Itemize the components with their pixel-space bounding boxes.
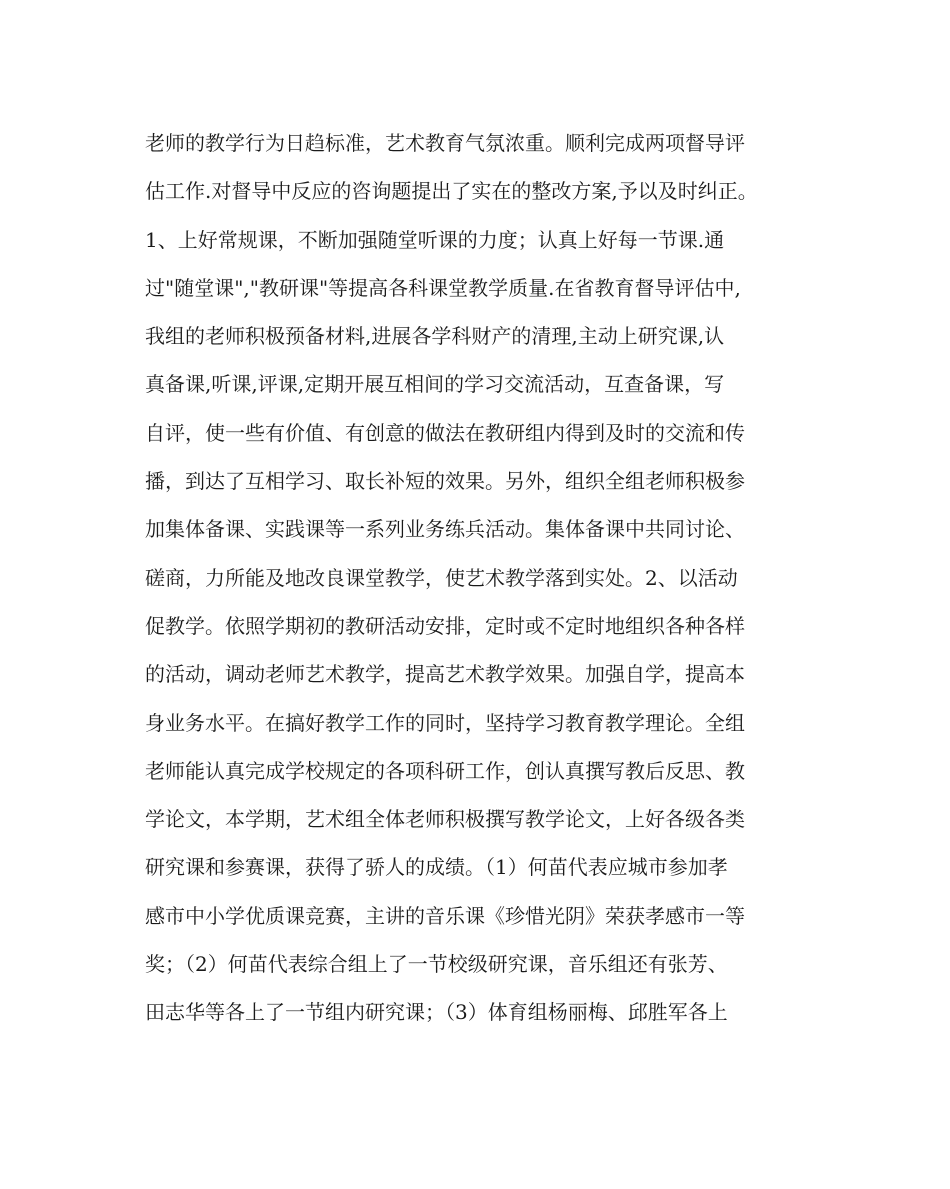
text-line: 磋商，力所能及地改良课堂教学，使艺术教学落到实处。2、以活动	[145, 565, 738, 590]
body-text	[145, 128, 825, 1046]
text-line: 的活动，调动老师艺术教学，提高艺术教学效果。加强自学，提高本	[145, 662, 745, 687]
text-line: 1、上好常规课，不断加强随堂听课的力度；认真上好每一节课.通	[145, 227, 725, 252]
text-line: 播，到达了互相学习、取长补短的效果。另外，组织全组老师积极参	[145, 469, 745, 494]
text-line: 我组的老师积极预备材料,进展各学科财产的清理,主动上研究课,认	[145, 324, 725, 349]
text-line: 老师能认真完成学校规定的各项科研工作，创认真撰写教后反思、教	[145, 758, 745, 783]
text-line: 奖；（2）何苗代表综合组上了一节校级研究课，音乐组还有张芳、	[145, 952, 728, 977]
text-line: 加集体备课、实践课等一系列业务练兵活动。集体备课中共同讨论、	[145, 517, 745, 542]
text-line: 身业务水平。在搞好教学工作的同时，坚持学习教育教学理论。全组	[145, 710, 745, 735]
text-line: 自评，使一些有价值、有创意的做法在教研组内得到及时的交流和传	[145, 420, 745, 445]
text-line: 促教学。依照学期初的教研活动安排，定时或不定时地组织各种各样	[145, 613, 745, 638]
text-line: 感市中小学优质课竞赛，主讲的音乐课《珍惜光阴》荣获孝感市一等	[145, 903, 745, 928]
text-line: 老师的教学行为日趋标准，艺术教育气氛浓重。顺利完成两项督导评	[145, 131, 745, 155]
text-line: 过"随堂课","教研课"等提高各科课堂教学质量.在省教育督导评估中,	[145, 275, 741, 300]
text-line: 真备课,听课,评课,定期开展互相间的学习交流活动，互查备课，写	[145, 372, 725, 397]
text-line: 研究课和参赛课，获得了骄人的成绩。（1）何苗代表应城市参加孝	[145, 855, 728, 880]
text-line: 估工作.对督导中反应的咨询题提出了实在的整改方案,予以及时纠正。	[145, 179, 758, 204]
text-line: 学论文，本学期，艺术组全体老师积极撰写教学论文，上好各级各类	[145, 807, 745, 832]
text-line: 田志华等各上了一节组内研究课；（3）体育组杨丽梅、邱胜军各上	[145, 1000, 728, 1025]
